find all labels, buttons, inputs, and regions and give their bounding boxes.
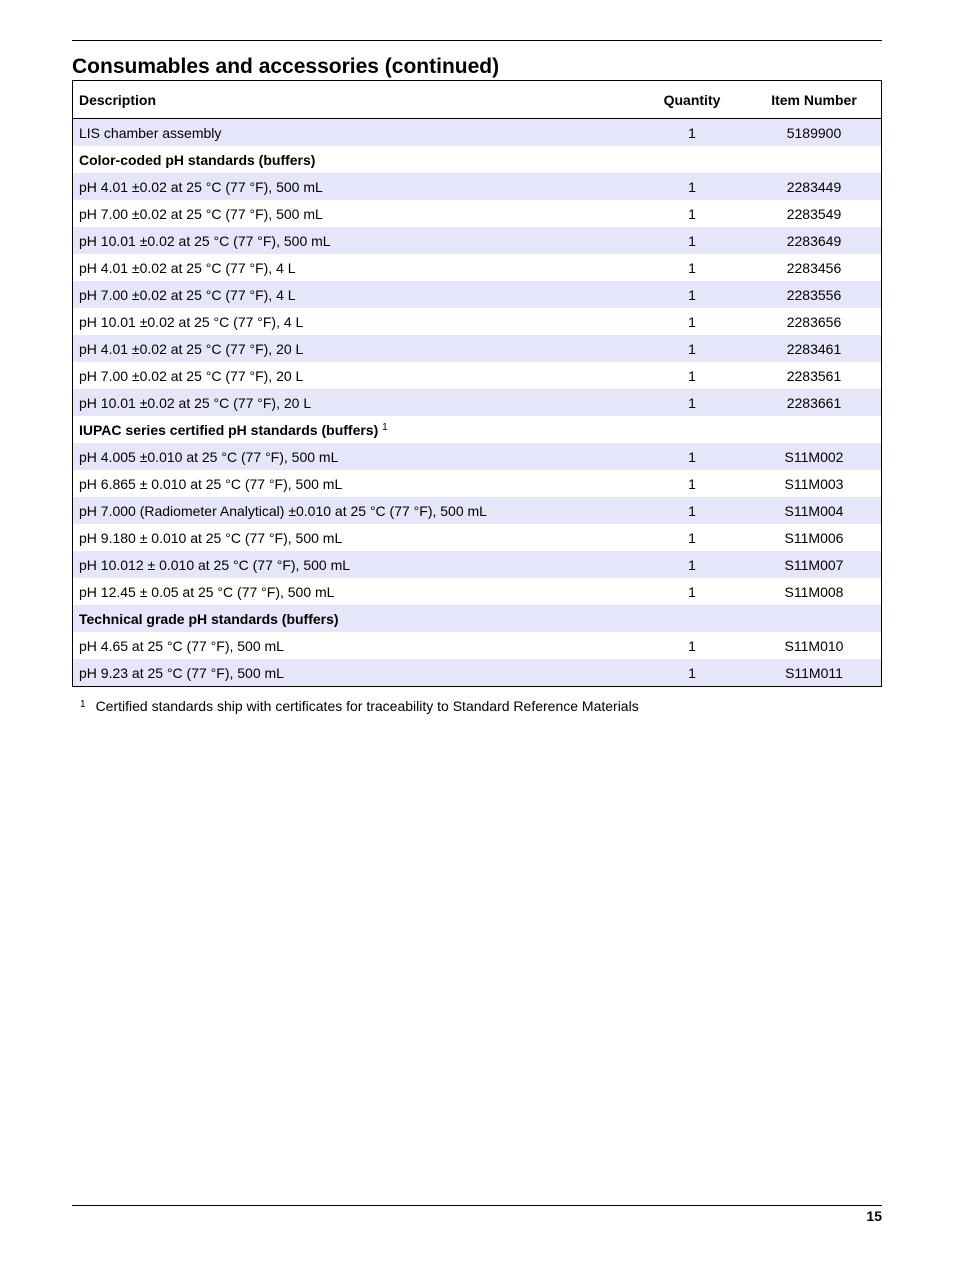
footnote <box>80 698 639 714</box>
cell-item-number: S11M006 <box>784 529 844 546</box>
cell-item-number: 2283449 <box>747 173 881 200</box>
cell-item-number: 5189900 <box>747 119 881 147</box>
column-header-quantity: Quantity <box>637 81 747 119</box>
table-row <box>73 335 881 362</box>
cell-quantity: 1 <box>688 529 696 546</box>
section-cell <box>73 146 881 173</box>
table-row <box>73 227 881 254</box>
cell-item-number: S11M011 <box>747 659 881 686</box>
cell-quantity: 1 <box>688 259 696 276</box>
cell-item-number: S11M007 <box>747 551 881 578</box>
cell-description: pH 4.01 ±0.02 at 25 °C (77 °F), 20 L <box>73 335 637 362</box>
cell-description: pH 9.180 ± 0.010 at 25 °C (77 °F), 500 mL <box>79 529 343 546</box>
page-number: 15 <box>866 1208 882 1224</box>
table-row <box>73 578 881 605</box>
cell-item-number: 2283556 <box>747 281 881 308</box>
table-row <box>73 470 881 497</box>
table-row <box>73 551 881 578</box>
cell-quantity: 1 <box>688 583 696 600</box>
cell-quantity: 1 <box>637 281 747 308</box>
cell-description: pH 7.00 ±0.02 at 25 °C (77 °F), 4 L <box>73 281 637 308</box>
column-header-description: Description <box>73 81 637 119</box>
cell-description: pH 10.01 ±0.02 at 25 °C (77 °F), 500 mL <box>73 227 637 254</box>
table-header-row <box>73 81 881 119</box>
table-header <box>73 81 881 119</box>
cell-quantity: 1 <box>637 119 747 147</box>
section-row <box>73 605 881 632</box>
table-row <box>73 173 881 200</box>
table-row <box>73 119 881 147</box>
cell-quantity: 1 <box>688 637 696 654</box>
section-row <box>73 416 881 443</box>
cell-quantity: 1 <box>637 497 747 524</box>
cell-quantity: 1 <box>637 227 747 254</box>
cell-quantity: 1 <box>688 475 696 492</box>
column-header-item-number: Item Number <box>747 81 881 119</box>
cell-description: pH 12.45 ± 0.05 at 25 °C (77 °F), 500 mL <box>79 583 335 600</box>
cell-quantity: 1 <box>637 389 747 416</box>
cell-item-number: 2283561 <box>786 367 842 384</box>
cell-item-number: 2283656 <box>786 313 842 330</box>
section-row <box>73 146 881 173</box>
table-row <box>73 281 881 308</box>
table-row <box>73 659 881 686</box>
cell-item-number: S11M004 <box>747 497 881 524</box>
consumables-table <box>72 80 882 687</box>
cell-quantity: 1 <box>688 205 696 222</box>
section-label: Color-coded pH standards (buffers) <box>79 151 316 168</box>
table-row <box>73 497 881 524</box>
section-label: IUPAC series certified pH standards (buffers) <box>79 421 379 438</box>
cell-quantity: 1 <box>688 367 696 384</box>
table-body <box>73 119 881 687</box>
footer-rule <box>72 1205 882 1206</box>
cell-quantity: 1 <box>637 443 747 470</box>
cell-description: pH 9.23 at 25 °C (77 °F), 500 mL <box>73 659 637 686</box>
table-row <box>73 254 881 281</box>
table-row <box>73 362 881 389</box>
cell-description: pH 7.00 ±0.02 at 25 °C (77 °F), 500 mL <box>79 205 323 222</box>
footnote-text: Certified standards ship with certificates for traceability to Standard Reference Materials <box>95 698 639 714</box>
cell-description: LIS chamber assembly <box>73 119 637 147</box>
section-label: Technical grade pH standards (buffers) <box>79 610 339 627</box>
table-row <box>73 389 881 416</box>
cell-description: pH 4.01 ±0.02 at 25 °C (77 °F), 4 L <box>79 259 296 276</box>
cell-item-number: 2283456 <box>786 259 842 276</box>
section-cell <box>73 605 881 632</box>
page-title: Consumables and accessories (continued) <box>72 55 500 78</box>
cell-item-number: 2283461 <box>747 335 881 362</box>
cell-description: pH 10.01 ±0.02 at 25 °C (77 °F), 20 L <box>73 389 637 416</box>
cell-description: pH 4.01 ±0.02 at 25 °C (77 °F), 500 mL <box>73 173 637 200</box>
cell-item-number: S11M003 <box>784 475 844 492</box>
cell-description: pH 7.000 (Radiometer Analytical) ±0.010 at 25 °C (77 °F), 500 mL <box>73 497 637 524</box>
cell-item-number: S11M002 <box>747 443 881 470</box>
table-row <box>73 443 881 470</box>
cell-quantity: 1 <box>637 173 747 200</box>
section-cell <box>73 416 881 443</box>
table-row <box>73 524 881 551</box>
cell-description: pH 7.00 ±0.02 at 25 °C (77 °F), 20 L <box>79 367 304 384</box>
cell-description: pH 6.865 ± 0.010 at 25 °C (77 °F), 500 mL <box>79 475 343 492</box>
cell-item-number: 2283661 <box>747 389 881 416</box>
table-row <box>73 632 881 659</box>
cell-item-number: S11M008 <box>784 583 844 600</box>
cell-quantity: 1 <box>637 659 747 686</box>
cell-quantity: 1 <box>688 313 696 330</box>
header-rule <box>72 40 882 41</box>
cell-quantity: 1 <box>637 551 747 578</box>
cell-description: pH 4.005 ±0.010 at 25 °C (77 °F), 500 mL <box>73 443 637 470</box>
cell-quantity: 1 <box>637 335 747 362</box>
footnote-mark: 1 <box>80 699 86 710</box>
cell-item-number: 2283549 <box>786 205 842 222</box>
cell-description: pH 10.012 ± 0.010 at 25 °C (77 °F), 500 mL <box>73 551 637 578</box>
cell-description: pH 10.01 ±0.02 at 25 °C (77 °F), 4 L <box>79 313 304 330</box>
cell-item-number: S11M010 <box>784 637 844 654</box>
cell-description: pH 4.65 at 25 °C (77 °F), 500 mL <box>79 637 284 654</box>
table-row <box>73 308 881 335</box>
cell-item-number: 2283649 <box>747 227 881 254</box>
footnote-reference: 1 <box>382 421 388 433</box>
consumables-table-grid <box>73 81 881 686</box>
table-row <box>73 200 881 227</box>
